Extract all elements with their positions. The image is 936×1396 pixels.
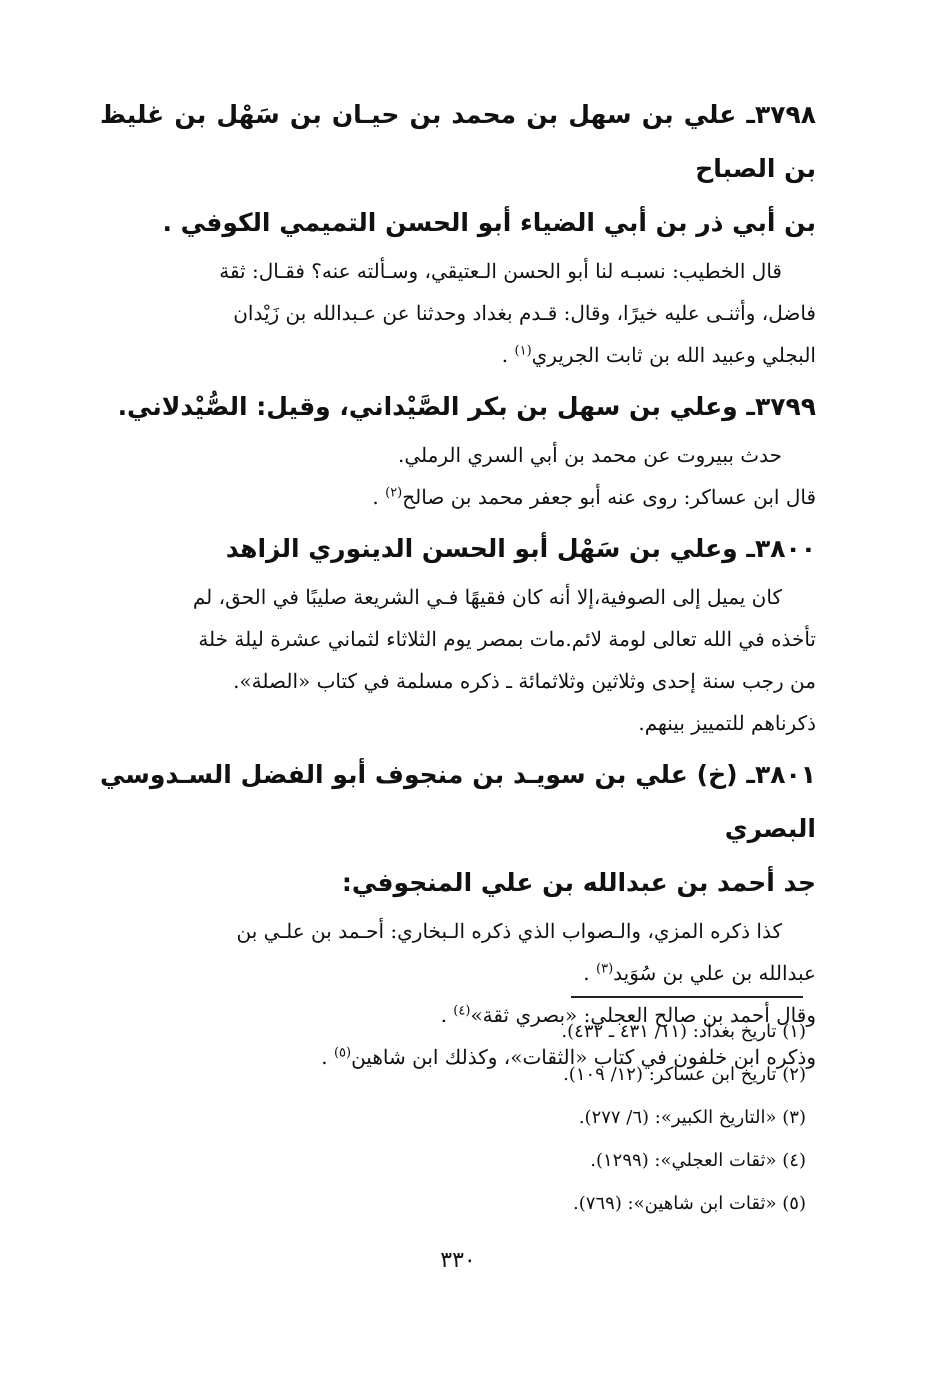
entry-3799 (100, 380, 816, 518)
footnote-ref: (٣) (596, 961, 614, 977)
entry-heading (100, 748, 816, 910)
entry-heading (100, 380, 816, 434)
body-line (100, 334, 816, 376)
page-content (100, 88, 816, 1078)
heading-line: ٣٧٩٨ـ علي بن سهل بن محمد بن حيـان بن سَهْل بن غليظ بن الصباح (100, 100, 816, 183)
line-end: . (583, 961, 596, 985)
body-line: ذكرناهم للتمييز بينهم. (638, 711, 816, 735)
entry-heading (100, 88, 816, 250)
entry-heading (100, 522, 816, 576)
line-end: . (440, 1003, 454, 1027)
footnote-item: (٣) «التاريخ الكبير»: (٦/ ٢٧٧). (578, 1107, 806, 1128)
footnote-item: (٥) «ثقات ابن شاهين»: (٧٦٩). (573, 1193, 806, 1214)
entry-3798 (100, 88, 816, 376)
body-line: قال الخطيب: نسبـه لنا أبو الحسن الـعتيقي، وسـألته عنه؟ فقـال: ثقة (219, 259, 782, 283)
footnotes (300, 1010, 806, 1225)
footnote-ref: (٤) (453, 1003, 471, 1019)
body-line: تأخذه في الله تعالى لومة لائم.مات بمصر يوم الثلاثاء لثماني عشرة ليلة خلة (198, 627, 816, 651)
entry-body (100, 434, 816, 518)
footnote-item: (٢) تاريخ ابن عساكر: (١٢/ ١٠٩). (563, 1064, 806, 1085)
footnote-item: (١) تاريخ بغداد: (١١/ ٤٣١ ـ ٤٣٢). (561, 1021, 806, 1042)
body-line-text: قال ابن عساكر: روى عنه أبو جعفر محمد بن صالح (402, 485, 816, 509)
entry-3800 (100, 522, 816, 744)
line-end: . (372, 485, 386, 509)
body-line-text: عبدالله بن علي بن سُوَيد (613, 961, 816, 985)
body-line (100, 476, 816, 518)
footnote-ref: (٥) (333, 1045, 352, 1061)
footnote-separator (571, 996, 803, 998)
body-line-text: وقال أحمد بن صالح العجلي: «بصري ثقة» (470, 1003, 816, 1027)
body-line: من رجب سنة إحدى وثلاثين وثلاثمائة ـ ذكره مسلمة في كتاب «الصلة». (233, 669, 816, 693)
footnote-item: (٤) «ثقات العجلي»: (١٢٩٩). (590, 1150, 806, 1171)
entry-body (100, 250, 816, 376)
page-number: ٣٣٠ (440, 1248, 476, 1273)
entry-body (100, 576, 816, 744)
heading-line: ٣٨٠٠ـ وعلي بن سَهْل أبو الحسن الدينوري الزاهد (225, 534, 816, 563)
body-line (100, 952, 816, 994)
body-line-text: البجلي وعبيد الله بن ثابت الجريري (531, 343, 816, 367)
line-end: . (501, 343, 515, 367)
heading-line: جد أحمد بن عبدالله بن علي المنجوفي: (341, 868, 816, 897)
body-line-text: وذكره ابن خلفون في كتاب «الثقات»، وكذلك ابن شاهين (351, 1045, 816, 1069)
heading-line: بن أبي ذر بن أبي الضياء أبو الحسن التميمي الكوفي . (162, 208, 816, 237)
footnote-ref: (١) (514, 343, 532, 359)
footnote-ref: (٢) (385, 485, 403, 501)
body-line: كان يميل إلى الصوفية،إلا أنه كان فقيهًا فـي الشريعة صليبًا في الحق، لم (192, 585, 782, 609)
heading-line: ٣٨٠١ـ (خ) علي بن سويـد بن منجوف أبو الفضل السـدوسي البصري (100, 760, 816, 843)
line-end: . (321, 1045, 334, 1069)
heading-line: ٣٧٩٩ـ وعلي بن سهل بن بكر الصَّيْداني، وقيل: الصُّيْدلاني. (117, 392, 816, 421)
body-line: كذا ذكره المزي، والـصواب الذي ذكره الـبخاري: أحـمد بن علـي بن (236, 919, 782, 943)
body-line: فاضل، وأثنـى عليه خيرًا، وقال: قـدم بغداد وحدثنا عن عـبدالله بن زَيْدان (233, 301, 816, 325)
body-line: حدث ببيروت عن محمد بن أبي السري الرملي. (397, 443, 782, 467)
